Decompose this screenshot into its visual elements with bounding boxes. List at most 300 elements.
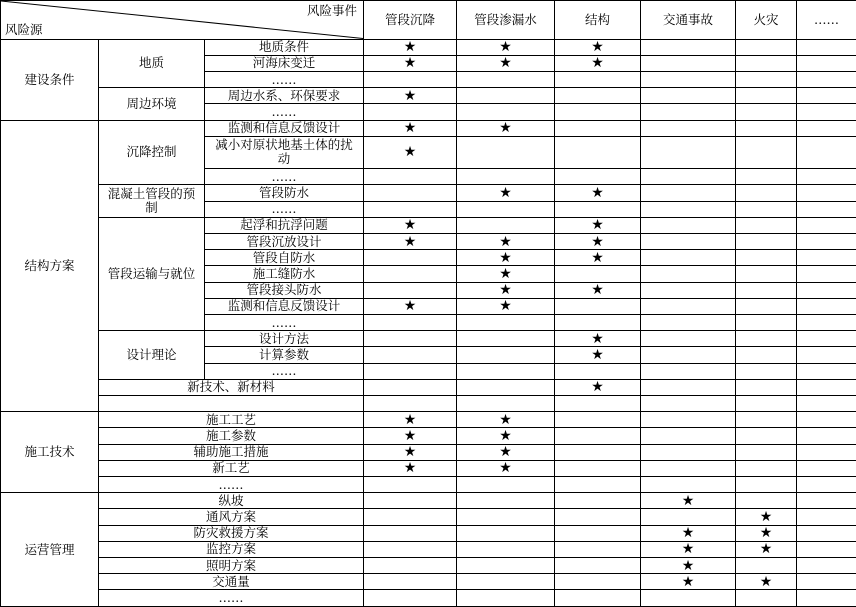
risk-mark-cell [364, 395, 457, 411]
risk-mark-cell [364, 590, 457, 607]
star-icon: ★ [403, 144, 417, 161]
risk-mark-cell [457, 525, 555, 541]
risk-mark-cell [555, 331, 641, 347]
risk-mark-cell [736, 88, 797, 104]
risk-mark-cell [364, 39, 457, 55]
risk-mark-cell [797, 541, 856, 557]
risk-mark-cell [641, 541, 736, 557]
risk-mark-cell [364, 55, 457, 71]
star-icon: ★ [681, 492, 695, 509]
star-icon: ★ [403, 120, 417, 137]
risk-mark-cell [641, 590, 736, 607]
risk-mark-cell [555, 541, 641, 557]
risk-item-cell: 新工艺 [99, 460, 364, 476]
star-icon: ★ [499, 427, 512, 444]
table-row [1, 558, 856, 574]
risk-mark-cell [797, 185, 856, 201]
risk-mark-cell [555, 201, 641, 217]
risk-mark-cell [364, 88, 457, 104]
risk-mark-cell [736, 136, 797, 168]
risk-mark-cell [736, 266, 797, 282]
risk-mark-cell [736, 428, 797, 444]
risk-mark-cell [457, 88, 555, 104]
risk-mark-cell [364, 428, 457, 444]
risk-mark-cell [457, 104, 555, 120]
risk-subcategory-cell: 设计理论 [99, 331, 205, 380]
risk-mark-cell [457, 71, 555, 87]
risk-mark-cell [797, 412, 856, 428]
risk-mark-cell [641, 266, 736, 282]
risk-mark-cell [457, 363, 555, 379]
risk-mark-cell [555, 104, 641, 120]
star-icon: ★ [591, 330, 604, 347]
risk-mark-cell [736, 185, 797, 201]
star-icon: ★ [499, 120, 512, 137]
risk-mark-cell [797, 347, 856, 363]
risk-mark-cell [457, 509, 555, 525]
risk-mark-cell [555, 395, 641, 411]
risk-mark-cell [641, 104, 736, 120]
risk-mark-cell [555, 590, 641, 607]
risk-mark-cell [457, 120, 555, 136]
risk-mark-cell [364, 136, 457, 168]
risk-mark-cell [364, 233, 457, 249]
risk-mark-cell [457, 55, 555, 71]
risk-mark-cell [555, 460, 641, 476]
risk-mark-cell [641, 525, 736, 541]
risk-mark-cell [457, 250, 555, 266]
risk-mark-cell [641, 477, 736, 493]
risk-mark-cell [736, 477, 797, 493]
risk-mark-cell [736, 298, 797, 314]
risk-mark-cell [555, 444, 641, 460]
risk-mark-cell [457, 558, 555, 574]
risk-item-cell: 监测和信息反馈设计 [205, 298, 364, 314]
risk-category-cell: 运营管理 [1, 493, 99, 607]
risk-mark-cell [555, 55, 641, 71]
table-row [1, 477, 856, 493]
star-icon: ★ [681, 541, 695, 558]
risk-mark-cell [736, 525, 797, 541]
risk-mark-cell [797, 282, 856, 298]
risk-item-cell: 施工参数 [99, 428, 364, 444]
risk-mark-cell [457, 347, 555, 363]
risk-mark-cell [641, 331, 736, 347]
risk-mark-cell [736, 558, 797, 574]
risk-mark-cell [797, 298, 856, 314]
risk-mark-cell [797, 55, 856, 71]
risk-item-cell: 照明方案 [99, 558, 364, 574]
risk-mark-cell [457, 201, 555, 217]
risk-mark-cell [555, 298, 641, 314]
star-icon: ★ [591, 249, 604, 266]
risk-item-cell: 新技术、新材料 [99, 379, 364, 395]
risk-mark-cell [555, 217, 641, 233]
risk-mark-cell [641, 55, 736, 71]
risk-item-cell: …… [205, 169, 364, 185]
risk-mark-cell [797, 331, 856, 347]
table-row [1, 493, 856, 509]
risk-mark-cell [457, 460, 555, 476]
risk-mark-cell [555, 88, 641, 104]
risk-mark-cell [457, 39, 555, 55]
risk-mark-cell [457, 493, 555, 509]
risk-mark-cell [364, 266, 457, 282]
risk-category-cell: 施工技术 [1, 412, 99, 493]
risk-mark-cell [555, 379, 641, 395]
risk-mark-cell [555, 282, 641, 298]
risk-mark-cell [797, 217, 856, 233]
star-icon: ★ [499, 184, 512, 201]
risk-mark-cell [736, 444, 797, 460]
risk-mark-cell [736, 541, 797, 557]
risk-mark-cell [364, 71, 457, 87]
risk-mark-cell [641, 574, 736, 590]
risk-item-cell: …… [205, 363, 364, 379]
risk-mark-cell [555, 412, 641, 428]
risk-mark-cell [555, 363, 641, 379]
risk-mark-cell [364, 347, 457, 363]
risk-item-cell: 计算参数 [205, 347, 364, 363]
risk-mark-cell [797, 71, 856, 87]
risk-item-cell: …… [99, 477, 364, 493]
risk-item-cell: …… [99, 590, 364, 607]
risk-item-cell: 设计方法 [205, 331, 364, 347]
star-icon: ★ [499, 460, 512, 477]
risk-mark-cell [797, 558, 856, 574]
risk-mark-cell [364, 120, 457, 136]
risk-item-cell: 周边水系、环保要求 [205, 88, 364, 104]
risk-mark-cell [797, 104, 856, 120]
risk-mark-cell [555, 71, 641, 87]
risk-mark-cell [797, 477, 856, 493]
risk-mark-cell [797, 493, 856, 509]
risk-item-cell: 交通量 [99, 574, 364, 590]
risk-mark-cell [555, 558, 641, 574]
star-icon: ★ [403, 411, 417, 428]
risk-mark-cell [457, 395, 555, 411]
risk-mark-cell [555, 428, 641, 444]
star-icon: ★ [499, 39, 512, 56]
star-icon: ★ [591, 346, 604, 363]
risk-mark-cell [555, 120, 641, 136]
risk-mark-cell [555, 250, 641, 266]
risk-mark-cell [364, 282, 457, 298]
risk-mark-cell [797, 395, 856, 411]
header-row [1, 1, 856, 40]
risk-mark-cell [736, 71, 797, 87]
risk-mark-cell [736, 201, 797, 217]
star-icon: ★ [591, 39, 604, 56]
risk-item-cell: 防灾救援方案 [99, 525, 364, 541]
risk-mark-cell [641, 71, 736, 87]
risk-mark-cell [364, 541, 457, 557]
risk-mark-cell [364, 298, 457, 314]
risk-mark-cell [736, 347, 797, 363]
star-icon: ★ [759, 573, 773, 590]
risk-item-cell: 辅助施工措施 [99, 444, 364, 460]
risk-mark-cell [457, 233, 555, 249]
column-header: 管段沉降 [364, 1, 457, 40]
risk-mark-cell [797, 444, 856, 460]
risk-mark-cell [364, 250, 457, 266]
risk-item-cell: 管段自防水 [205, 250, 364, 266]
risk-mark-cell [457, 314, 555, 330]
risk-mark-cell [736, 120, 797, 136]
table-row [1, 509, 856, 525]
star-icon: ★ [759, 509, 773, 525]
risk-mark-cell [641, 493, 736, 509]
risk-mark-cell [641, 428, 736, 444]
risk-mark-cell [555, 509, 641, 525]
table-row [1, 428, 856, 444]
risk-item-cell: 减小对原状地基土体的扰动 [205, 136, 364, 168]
column-header: 火灾 [736, 1, 797, 40]
risk-mark-cell [641, 233, 736, 249]
star-icon: ★ [403, 87, 417, 104]
star-icon: ★ [403, 39, 417, 56]
risk-mark-cell [736, 412, 797, 428]
risk-mark-cell [364, 201, 457, 217]
star-icon: ★ [499, 233, 512, 250]
table-row [1, 412, 856, 428]
risk-mark-cell [736, 55, 797, 71]
table-row [1, 331, 856, 347]
table-row [1, 185, 856, 201]
risk-mark-cell [641, 363, 736, 379]
risk-mark-cell [797, 379, 856, 395]
risk-mark-cell [736, 217, 797, 233]
risk-item-cell: …… [205, 104, 364, 120]
risk-mark-cell [797, 201, 856, 217]
star-icon: ★ [403, 427, 417, 444]
risk-item-cell: 河海床变迁 [205, 55, 364, 71]
risk-mark-cell [641, 88, 736, 104]
risk-item-cell: 监控方案 [99, 541, 364, 557]
table-row [1, 460, 856, 476]
star-icon: ★ [591, 217, 604, 234]
risk-subcategory-cell: 沉降控制 [99, 120, 205, 185]
risk-mark-cell [364, 574, 457, 590]
risk-item-cell: 管段接头防水 [205, 282, 364, 298]
risk-mark-cell [457, 266, 555, 282]
risk-mark-cell [364, 379, 457, 395]
risk-mark-cell [457, 412, 555, 428]
risk-item-cell: 通风方案 [99, 509, 364, 525]
risk-mark-cell [364, 331, 457, 347]
risk-mark-cell [555, 136, 641, 168]
star-icon: ★ [591, 379, 604, 396]
risk-mark-cell [641, 169, 736, 185]
risk-subcategory-cell: 混凝土管段的预制 [99, 185, 205, 217]
risk-mark-cell [797, 460, 856, 476]
risk-mark-cell [364, 525, 457, 541]
risk-mark-cell [555, 185, 641, 201]
risk-mark-cell [555, 525, 641, 541]
risk-mark-cell [364, 314, 457, 330]
risk-item-cell: 管段沉放设计 [205, 233, 364, 249]
risk-mark-cell [641, 185, 736, 201]
risk-mark-cell [641, 379, 736, 395]
risk-source-label: 风险源 [5, 21, 43, 37]
risk-mark-cell [797, 363, 856, 379]
risk-mark-cell [797, 314, 856, 330]
risk-mark-cell [736, 460, 797, 476]
risk-mark-cell [736, 282, 797, 298]
risk-mark-cell [364, 412, 457, 428]
risk-mark-cell [641, 201, 736, 217]
risk-item-cell: 监测和信息反馈设计 [205, 120, 364, 136]
risk-mark-cell [641, 558, 736, 574]
risk-mark-cell [364, 493, 457, 509]
star-icon: ★ [499, 444, 512, 461]
risk-mark-cell [555, 574, 641, 590]
table-row [1, 525, 856, 541]
risk-mark-cell [641, 509, 736, 525]
table-row [1, 395, 856, 411]
risk-mark-cell [736, 104, 797, 120]
star-icon: ★ [681, 525, 695, 542]
risk-mark-cell [641, 39, 736, 55]
risk-mark-cell [797, 574, 856, 590]
risk-mark-cell [736, 39, 797, 55]
star-icon: ★ [759, 525, 773, 542]
risk-mark-cell [364, 363, 457, 379]
risk-item-cell: …… [205, 71, 364, 87]
risk-mark-cell [457, 331, 555, 347]
risk-mark-cell [797, 250, 856, 266]
risk-mark-cell [797, 509, 856, 525]
star-icon: ★ [403, 444, 417, 461]
risk-item-cell: 施工缝防水 [205, 266, 364, 282]
table-row [1, 88, 856, 104]
risk-mark-cell [641, 120, 736, 136]
risk-mark-cell [457, 217, 555, 233]
risk-mark-cell [736, 509, 797, 525]
star-icon: ★ [403, 55, 417, 72]
risk-mark-cell [457, 298, 555, 314]
risk-mark-cell [797, 266, 856, 282]
column-header: 交通事故 [641, 1, 736, 40]
risk-item-cell [99, 395, 364, 411]
risk-mark-cell [457, 136, 555, 168]
risk-mark-cell [364, 217, 457, 233]
risk-mark-cell [457, 590, 555, 607]
risk-mark-cell [797, 233, 856, 249]
star-icon: ★ [499, 265, 512, 282]
risk-category-cell: 结构方案 [1, 120, 99, 412]
risk-mark-cell [457, 444, 555, 460]
table-row [1, 39, 856, 55]
risk-mark-cell [555, 347, 641, 363]
risk-mark-cell [364, 509, 457, 525]
table-row [1, 120, 856, 136]
star-icon: ★ [403, 217, 417, 234]
star-icon: ★ [591, 233, 604, 250]
risk-mark-cell [797, 428, 856, 444]
risk-mark-cell [736, 331, 797, 347]
risk-subcategory-cell: 周边环境 [99, 88, 205, 120]
risk-mark-cell [364, 444, 457, 460]
risk-mark-cell [641, 298, 736, 314]
risk-mark-cell [555, 39, 641, 55]
risk-mark-cell [457, 477, 555, 493]
risk-mark-cell [736, 574, 797, 590]
risk-mark-cell [457, 282, 555, 298]
star-icon: ★ [403, 298, 417, 315]
risk-mark-cell [797, 136, 856, 168]
risk-mark-cell [364, 477, 457, 493]
star-icon: ★ [499, 249, 512, 266]
star-icon: ★ [403, 233, 417, 250]
risk-mark-cell [555, 266, 641, 282]
column-header: …… [797, 1, 856, 40]
risk-mark-cell [797, 39, 856, 55]
risk-mark-cell [641, 412, 736, 428]
star-icon: ★ [591, 184, 604, 201]
risk-mark-cell [736, 233, 797, 249]
risk-mark-cell [797, 525, 856, 541]
risk-mark-cell [641, 460, 736, 476]
risk-mark-cell [364, 558, 457, 574]
risk-mark-cell [736, 590, 797, 607]
table-body [1, 1, 856, 607]
risk-mark-cell [641, 347, 736, 363]
risk-item-cell: 地质条件 [205, 39, 364, 55]
risk-mark-cell [555, 477, 641, 493]
star-icon: ★ [591, 282, 604, 299]
risk-item-cell: …… [205, 314, 364, 330]
risk-mark-cell [736, 169, 797, 185]
risk-item-cell: 纵坡 [99, 493, 364, 509]
risk-item-cell: 施工工艺 [99, 412, 364, 428]
risk-mark-cell [736, 314, 797, 330]
star-icon: ★ [499, 55, 512, 72]
table-row [1, 217, 856, 233]
risk-mark-cell [457, 185, 555, 201]
risk-mark-cell [797, 590, 856, 607]
risk-mark-cell [797, 169, 856, 185]
risk-mark-cell [364, 104, 457, 120]
risk-mark-cell [797, 120, 856, 136]
table-row [1, 590, 856, 607]
risk-mark-cell [736, 379, 797, 395]
star-icon: ★ [759, 541, 773, 558]
risk-item-cell: 管段防水 [205, 185, 364, 201]
risk-mark-cell [364, 169, 457, 185]
risk-mark-cell [457, 574, 555, 590]
risk-mark-cell [457, 169, 555, 185]
diagonal-header-cell [1, 1, 364, 40]
risk-mark-cell [641, 444, 736, 460]
risk-mark-cell [641, 217, 736, 233]
risk-item-cell: 起浮和抗浮问题 [205, 217, 364, 233]
table-row [1, 541, 856, 557]
star-icon: ★ [499, 411, 512, 428]
risk-mark-cell [641, 282, 736, 298]
risk-mark-cell [641, 395, 736, 411]
risk-item-cell: …… [205, 201, 364, 217]
risk-mark-cell [641, 136, 736, 168]
risk-event-label: 风险事件 [307, 3, 358, 18]
risk-mark-cell [736, 395, 797, 411]
star-icon: ★ [403, 460, 417, 477]
risk-mark-cell [555, 493, 641, 509]
risk-mark-cell [555, 314, 641, 330]
star-icon: ★ [499, 282, 512, 299]
risk-mark-cell [457, 428, 555, 444]
column-header: 结构 [555, 1, 641, 40]
